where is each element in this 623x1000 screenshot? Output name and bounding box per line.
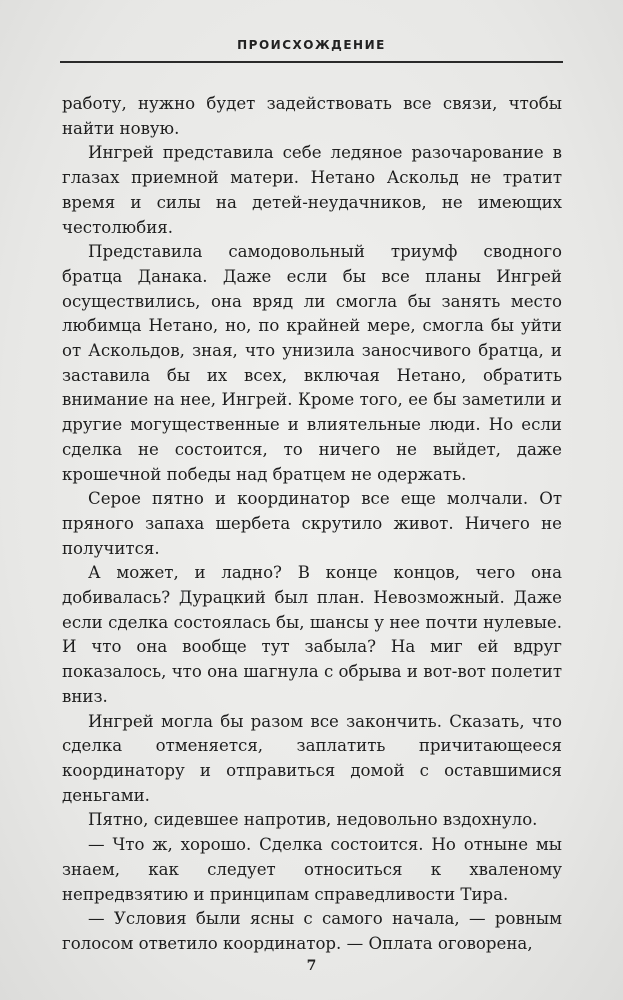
paragraph-8: — Что ж, хорошо. Сделка состоится. Но отныне мы знаем, как следует относиться к хваленому непредвзятию и принципам справедливости Тира. bbox=[62, 835, 562, 904]
paragraph-7: Пятно, сидевшее напротив, недовольно вздохнуло. bbox=[88, 810, 538, 830]
running-title: ПРОИСХОЖДЕНИЕ bbox=[237, 38, 386, 52]
paragraph-2: Ингрей представила себе ледяное разочарование в глазах приемной матери. Нетано Аскольд не тратит время и силы на детей-неудачников, не имеющих честолюбия. bbox=[62, 143, 562, 237]
paragraph-5: А может, и ладно? В конце концов, чего она добивалась? Дурацкий был план. Невозможный. Даже если сделка состоялась бы, шансы у нее почти нулевые. И что она вообще тут забыла? На миг ей вдруг показалось, что она шагнула с обрыва и вот-вот полетит вниз. bbox=[62, 563, 562, 706]
paragraph-3: Представила самодовольный триумф сводного братца Данака. Даже если бы все планы Ингрей осуществились, она вряд ли смогла бы занять место любимца Нетано, но, по крайней мере, смогла бы уйти от Аскольдов, зная, что унизила заносчивого братца, и заставила бы их всех, включая Нетано, обратить внимание на нее, Ингрей. Кроме того, ее бы заметили и другие могущественные и влиятельные люди. Но если сделка не состоится, то ничего не выйдет, даже крошечной победы над братцем не одержать. bbox=[62, 242, 562, 484]
body-text bbox=[62, 92, 562, 957]
header-rule bbox=[60, 61, 563, 63]
paragraph-6: Ингрей могла бы разом все закончить. Сказать, что сделка отменяется, заплатить причитающееся координатору и отправиться домой с оставшимися деньгами. bbox=[62, 711, 562, 805]
paragraph-1: работу, нужно будет задействовать все связи, чтобы найти новую. bbox=[62, 94, 562, 138]
paragraph-9: — Условия были ясны с самого начала, — ровным голосом ответило координатор. — Оплата оговорена, bbox=[62, 909, 562, 953]
page-number: 7 bbox=[306, 958, 317, 974]
paragraph-4: Серое пятно и координатор все еще молчали. От пряного запаха шербета скрутило живот. Ничего не получится. bbox=[62, 489, 562, 558]
